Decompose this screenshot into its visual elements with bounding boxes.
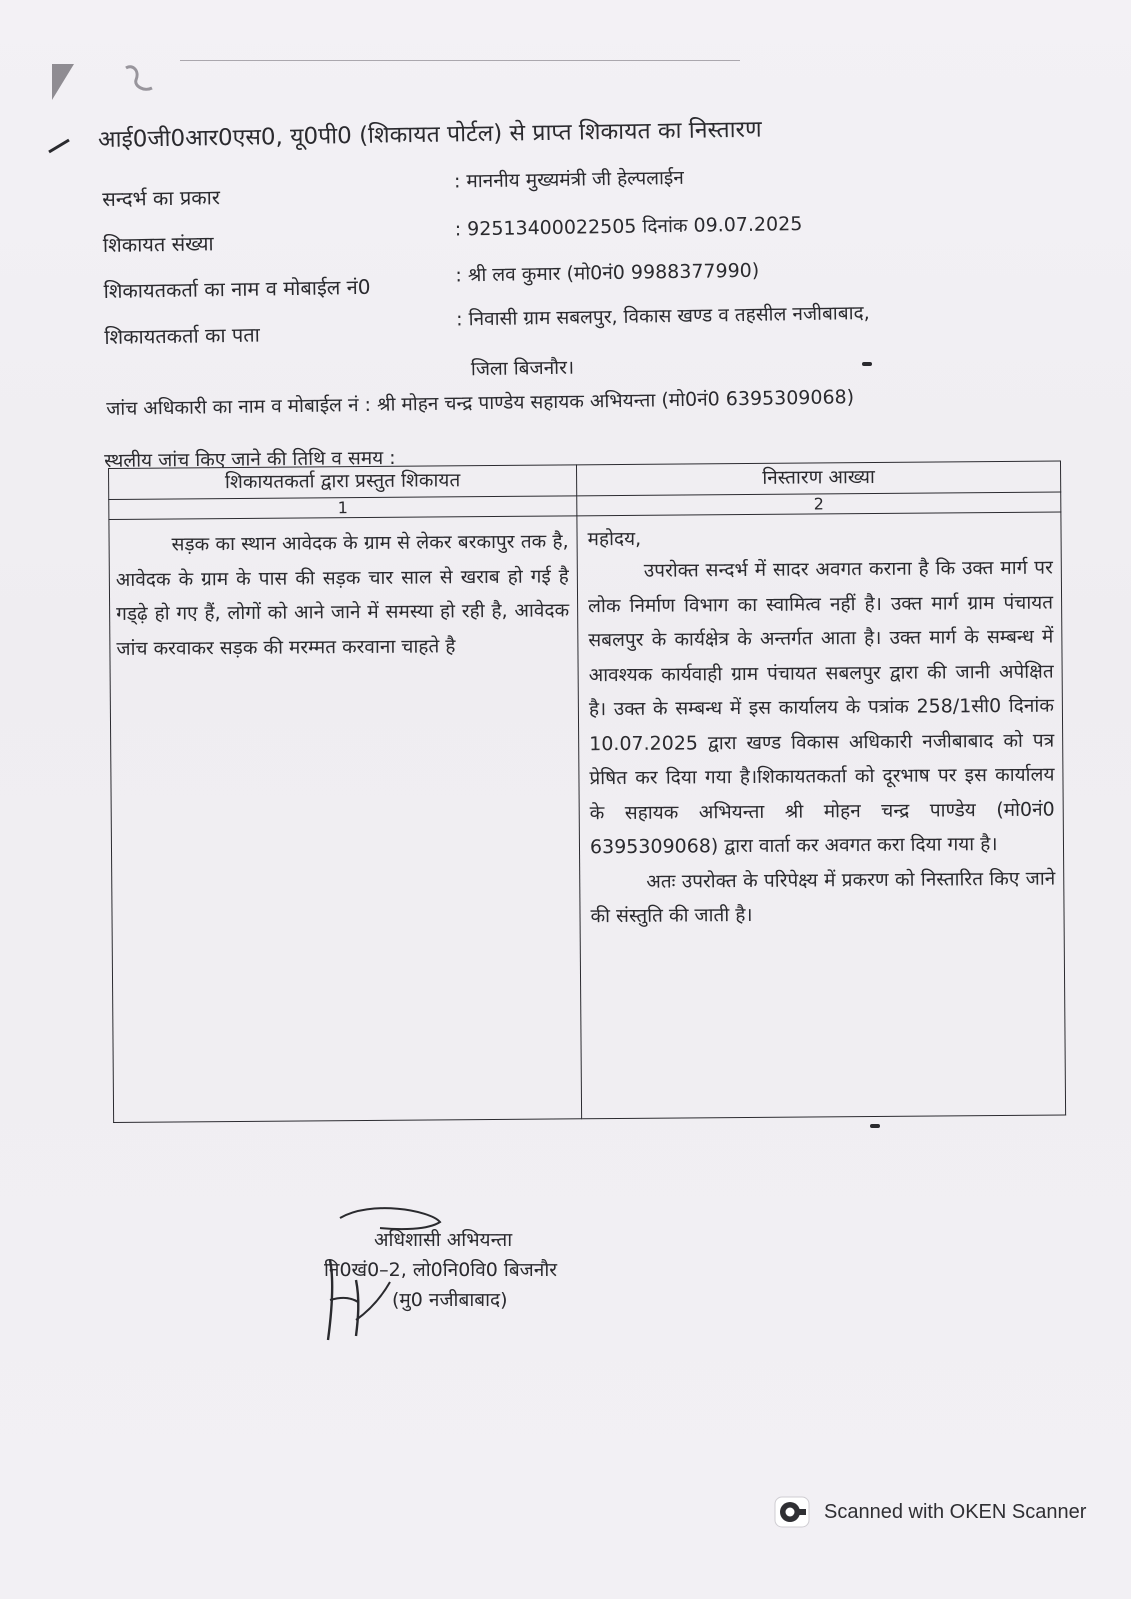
- top-edge-line: [180, 60, 740, 61]
- ink-dot: [862, 362, 872, 366]
- report-cell: [577, 512, 1066, 1119]
- report-table-wrapper: [108, 461, 1065, 1128]
- complaint-text: सड़क का स्थान आवेदक के ग्राम से लेकर बरकापुर तक है, आवेदक के ग्राम के पास की सड़क चार साल से खराब हो गई है गड्ढ़े हो गए हैं, लोगों को आने जाने में समस्या हो रही है, आवेदक जांच करवाकर सड़क की मरम्मत करवाना चाहते है: [115, 530, 570, 660]
- field-value-complainant-address: : निवासी ग्राम सबलपुर, विकास खण्ड व तहसील नजीबाबाद,: [455, 301, 870, 331]
- corner-shadow: [52, 64, 74, 100]
- report-table: [108, 461, 1066, 1123]
- field-value-address-line2: जिला बिजनौर।: [470, 356, 575, 381]
- field-value-complainant-name: : श्री लव कुमार (मो0नं0 9988377990): [455, 259, 760, 287]
- field-value-reference-type: : माननीय मुख्यमंत्री जी हेल्पलाईन: [453, 166, 685, 193]
- pen-tick-icon: [47, 138, 73, 154]
- report-paragraph-1: उपरोक्त सन्दर्भ में सादर अवगत कराना है कि उक्त मार्ग पर लोक निर्माण विभाग का स्वामित्व नहीं है। उक्त मार्ग ग्राम पंचायत सबलपुर के कार्यक्षेत्र के अन्तर्गत आता है। उक्त मार्ग के सम्बन्ध में आवश्यक कार्यवाही ग्राम पंचायत सबलपुर द्वारा की जानी अपेक्षित है। उक्त के सम्बन्ध में इस कार्यालय के पत्रांक 258/1सी0 दिनांक 10.07.2025 द्वारा खण्ड विकास अधिकारी नजीबाबाद को पत्र प्रेषित कर दिया गया है।शिकायतकर्ता को दूरभाष पर इस कार्यालय के सहायक अभियन्ता श्री मोहन चन्द्र पाण्डेय (मो0नं0 6395309068) द्वारा वार्ता कर अवगत करा दिया गया है।: [588, 556, 1055, 859]
- inspector-details: जांच अधिकारी का नाम व मोबाईल नं : श्री मोहन चन्द्र पाण्डेय सहायक अभियन्ता (मो0नं0 6395309068): [106, 386, 855, 420]
- complaint-cell: [109, 516, 582, 1123]
- inspection-date-label: स्थलीय जांच किए जाने की तिथि व समय :: [104, 446, 396, 472]
- document-title: आई0जी0आर0एस0, यू0पी0 (शिकायत पोर्टल) से प्राप्त शिकायत का निस्तारण: [97, 116, 762, 153]
- field-label-complainant-address: शिकायतकर्ता का पता: [104, 322, 261, 349]
- field-value-complaint-number: : 92513400022505 दिनांक 09.07.2025: [454, 213, 803, 241]
- column-header-complaint: शिकायतकर्ता द्वारा प्रस्तुत शिकायत: [109, 465, 577, 500]
- scanner-watermark-text: Scanned with OKEN Scanner: [824, 1500, 1087, 1523]
- reference-fields: [102, 166, 1062, 381]
- signatory-title: अधिशासी अभियन्ता: [374, 1229, 513, 1251]
- field-label-complainant-name: शिकायतकर्ता का नाम व मोबाईल नं0: [103, 274, 371, 303]
- column-number-2: 2: [577, 492, 1061, 516]
- field-label-reference-type: सन्दर्भ का प्रकार: [102, 185, 221, 211]
- scanner-watermark: [774, 1496, 1086, 1528]
- report-salutation: महोदय,: [587, 527, 642, 551]
- staple-mark-icon: [118, 62, 168, 102]
- signatory-location: (मु0 नजीबाबाद): [392, 1289, 508, 1311]
- field-label-complaint-number: शिकायत संख्या: [102, 231, 214, 257]
- oken-scanner-logo-icon: [774, 1496, 810, 1528]
- report-paragraph-2: अतः उपरोक्त के परिपेक्ष्य में प्रकरण को निस्तारित किए जाने की संस्तुति की जाती है।: [590, 867, 1056, 928]
- column-header-report: निस्तारण आख्या: [576, 461, 1060, 496]
- ink-dot-lower: [870, 1124, 880, 1128]
- signatory-office: नि0खं0–2, लो0नि0वि0 बिजनौर: [324, 1259, 558, 1281]
- column-number-1: 1: [109, 496, 577, 520]
